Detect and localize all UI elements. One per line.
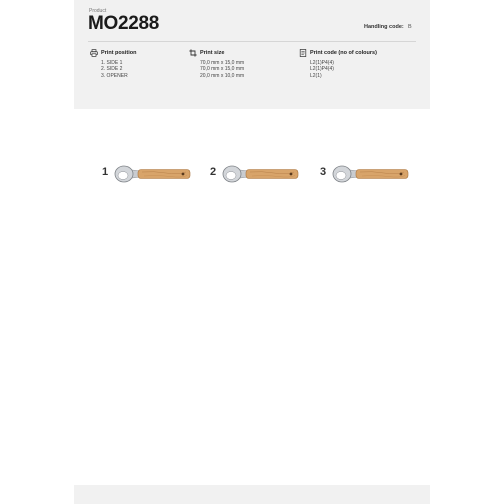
print-size-item: 20,0 mm x 10,0 mm	[200, 72, 245, 79]
product-code: MO2288	[88, 13, 160, 34]
bottle-opener-image	[222, 162, 300, 186]
print-position-title: Print position	[101, 49, 137, 56]
print-position-item: 3. OPENER	[101, 72, 128, 79]
print-size-title: Print size	[200, 49, 225, 56]
print-size-column	[189, 48, 244, 79]
printer-icon	[90, 49, 98, 57]
print-position-item: 1. SIDE 1	[101, 60, 123, 66]
handling-value: B	[408, 24, 412, 30]
print-size-item: 70,0 mm x 15,0 mm	[200, 66, 245, 73]
product-label: Product	[89, 8, 107, 14]
product-sheet	[74, 0, 430, 504]
print-position-column	[90, 48, 136, 79]
print-position-item: 2. SIDE 2	[101, 66, 123, 73]
crop-icon	[189, 49, 197, 57]
bottle-opener-image	[332, 162, 410, 186]
header-panel	[74, 0, 430, 109]
header-divider	[88, 41, 416, 42]
print-code-item: L2(1)P4(4)	[310, 66, 334, 73]
product-number: 2	[210, 166, 217, 178]
print-code-item: L2(1)	[310, 72, 322, 79]
product-number: 3	[320, 166, 327, 178]
print-code-title: Print code (no of colours)	[310, 49, 377, 56]
bottle-opener-image	[114, 162, 192, 186]
print-code-item: L2(1)P4(4)	[310, 60, 334, 66]
handling-label: Handling code:	[364, 24, 404, 30]
print-code-column	[299, 48, 377, 79]
print-size-item: 70,0 mm x 15,0 mm	[200, 60, 245, 66]
product-number: 1	[102, 166, 109, 178]
document-icon	[299, 49, 307, 57]
footer-panel	[74, 485, 430, 504]
